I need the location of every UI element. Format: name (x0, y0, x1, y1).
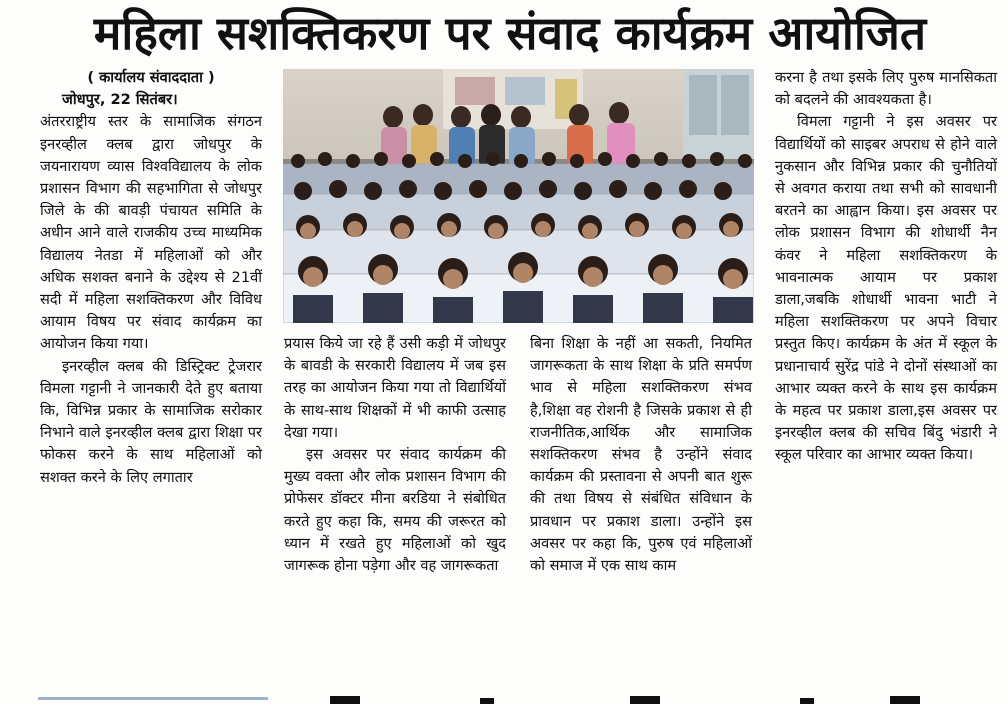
column-2 (284, 333, 506, 688)
article-paragraph: इनरव्हील क्लब की डिस्ट्रिक्ट ट्रेजरार विमला गट्टानी ने जानकारी देते हुए बताया कि, विभिन्न प्रकार के सामाजिक सरोकार निभाने वाले इनरव्हील क्लब द्वारा शिक्षा पर फोकस करने के साथ महिलाओं को सशक्त करने के लिए लगातार (40, 357, 262, 486)
reporter-credit: ( कार्यालय संवाददाता ) (87, 69, 215, 86)
article-paragraph: विमला गट्टानी ने इस अवसर पर विद्यार्थियों को साइबर अपराध से होने वाले नुकसान और विभिन्न प्रकार की चुनौतियों से अवगत कराया तथा सभी को सावधानी बरतने का आह्वान किया। इस अवसर पर लोक प्रशासन विभाग की शोधार्थी नैन कंवर ने महिला सशक्तिकरण के भावनात्मक आयाम पर प्रकाश डाला,जबकि शोधार्थी भावना भाटी ने महिला सशक्तिकरण पर अपने विचार प्रस्तुत किए। कार्यक्रम के अंत में स्कूल के प्रधानाचार्य सुरेंद्र पांडे ने दोनों संस्थाओं का आभार व्यक्त करने के साथ इस कार्यक्रम के महत्व पर प्रकाश डाला,इस अवसर पर इनरव्हील क्लब की सचिव बिंदु भंडारी ने स्कूल परिवार का आभार व्यक्त किया। (775, 113, 997, 464)
headline: महिला सशक्तिकरण पर संवाद कार्यक्रम आयोजित (93, 6, 927, 60)
divider (38, 697, 268, 700)
article-paragraph: इस अवसर पर संवाद कार्यक्रम की मुख्य वक्ता और लोक प्रशासन विभाग की प्रोफेसर डॉक्टर मीना बरडिया ने संबोधित करते हुए कहा कि, समय की जरूरत को ध्यान में रखते हुए महिलाओं को खुद जागरूक होना पड़ेगा और वह जागरूकता (284, 446, 506, 575)
column-3 (530, 333, 752, 688)
next-article-fragment (330, 692, 970, 704)
article-paragraph: बिना शिक्षा के नहीं आ सकती, नियमित जागरूकता के साथ शिक्षा के प्रति समर्पण भाव से महिला सशक्तिकरण संभव है,शिक्षा वह रोशनी है जिसके प्रकाश से ही राजनीतिक,आर्थिक और सामाजिक सशक्तिकरण संभव है उन्होंने संवाद कार्यक्रम की प्रस्तावना से अपनी बात शुरू की तथा विषय से संबंधित संविधान के प्रावधान पर प्रकाश डाला। उन्होंने इस अवसर पर कहा कि, पुरुष एवं महिलाओं को समाज में एक साथ काम (530, 335, 752, 575)
event-photo (283, 69, 754, 323)
event-photo-graphic (283, 69, 754, 323)
column-4 (775, 67, 997, 692)
dateline: जोधपुर, 22 सितंबर। (62, 91, 178, 109)
column-1 (40, 67, 262, 697)
article-paragraph: अंतरराष्ट्रीय स्तर के सामाजिक संगठन इनरव्हील क्लब द्वारा जोधपुर के जयनारायण व्यास विश्वविद्यालय के लोक प्रशासन विभाग की सहभागिता से जोधपुर जिले के की बावड़ी पंचायत समिति के अधीन आने वाले राजकीय उच्च माध्यमिक विद्यालय नेतडा में महिलाओं को और अधिक सशक्त बनाने के उद्देश्य से 21वीं सदी में महिला सशक्तिकरण और विविध आयाम विषय पर संवाद कार्यक्रम का आयोजन किया गया। (40, 113, 262, 353)
article-paragraph: करना है तथा इसके लिए पुरुष मानसिकता को बदलने की आवश्यकता है। (775, 69, 997, 109)
article-paragraph: प्रयास किये जा रहे हैं उसी कड़ी में जोधपुर के बावडी के सरकारी विद्यालय में जब इस तरह का आयोजन किया गया तो विद्यार्थियों के साथ-साथ शिक्षकों में भी काफी उत्साह देखा गया। (284, 335, 506, 441)
